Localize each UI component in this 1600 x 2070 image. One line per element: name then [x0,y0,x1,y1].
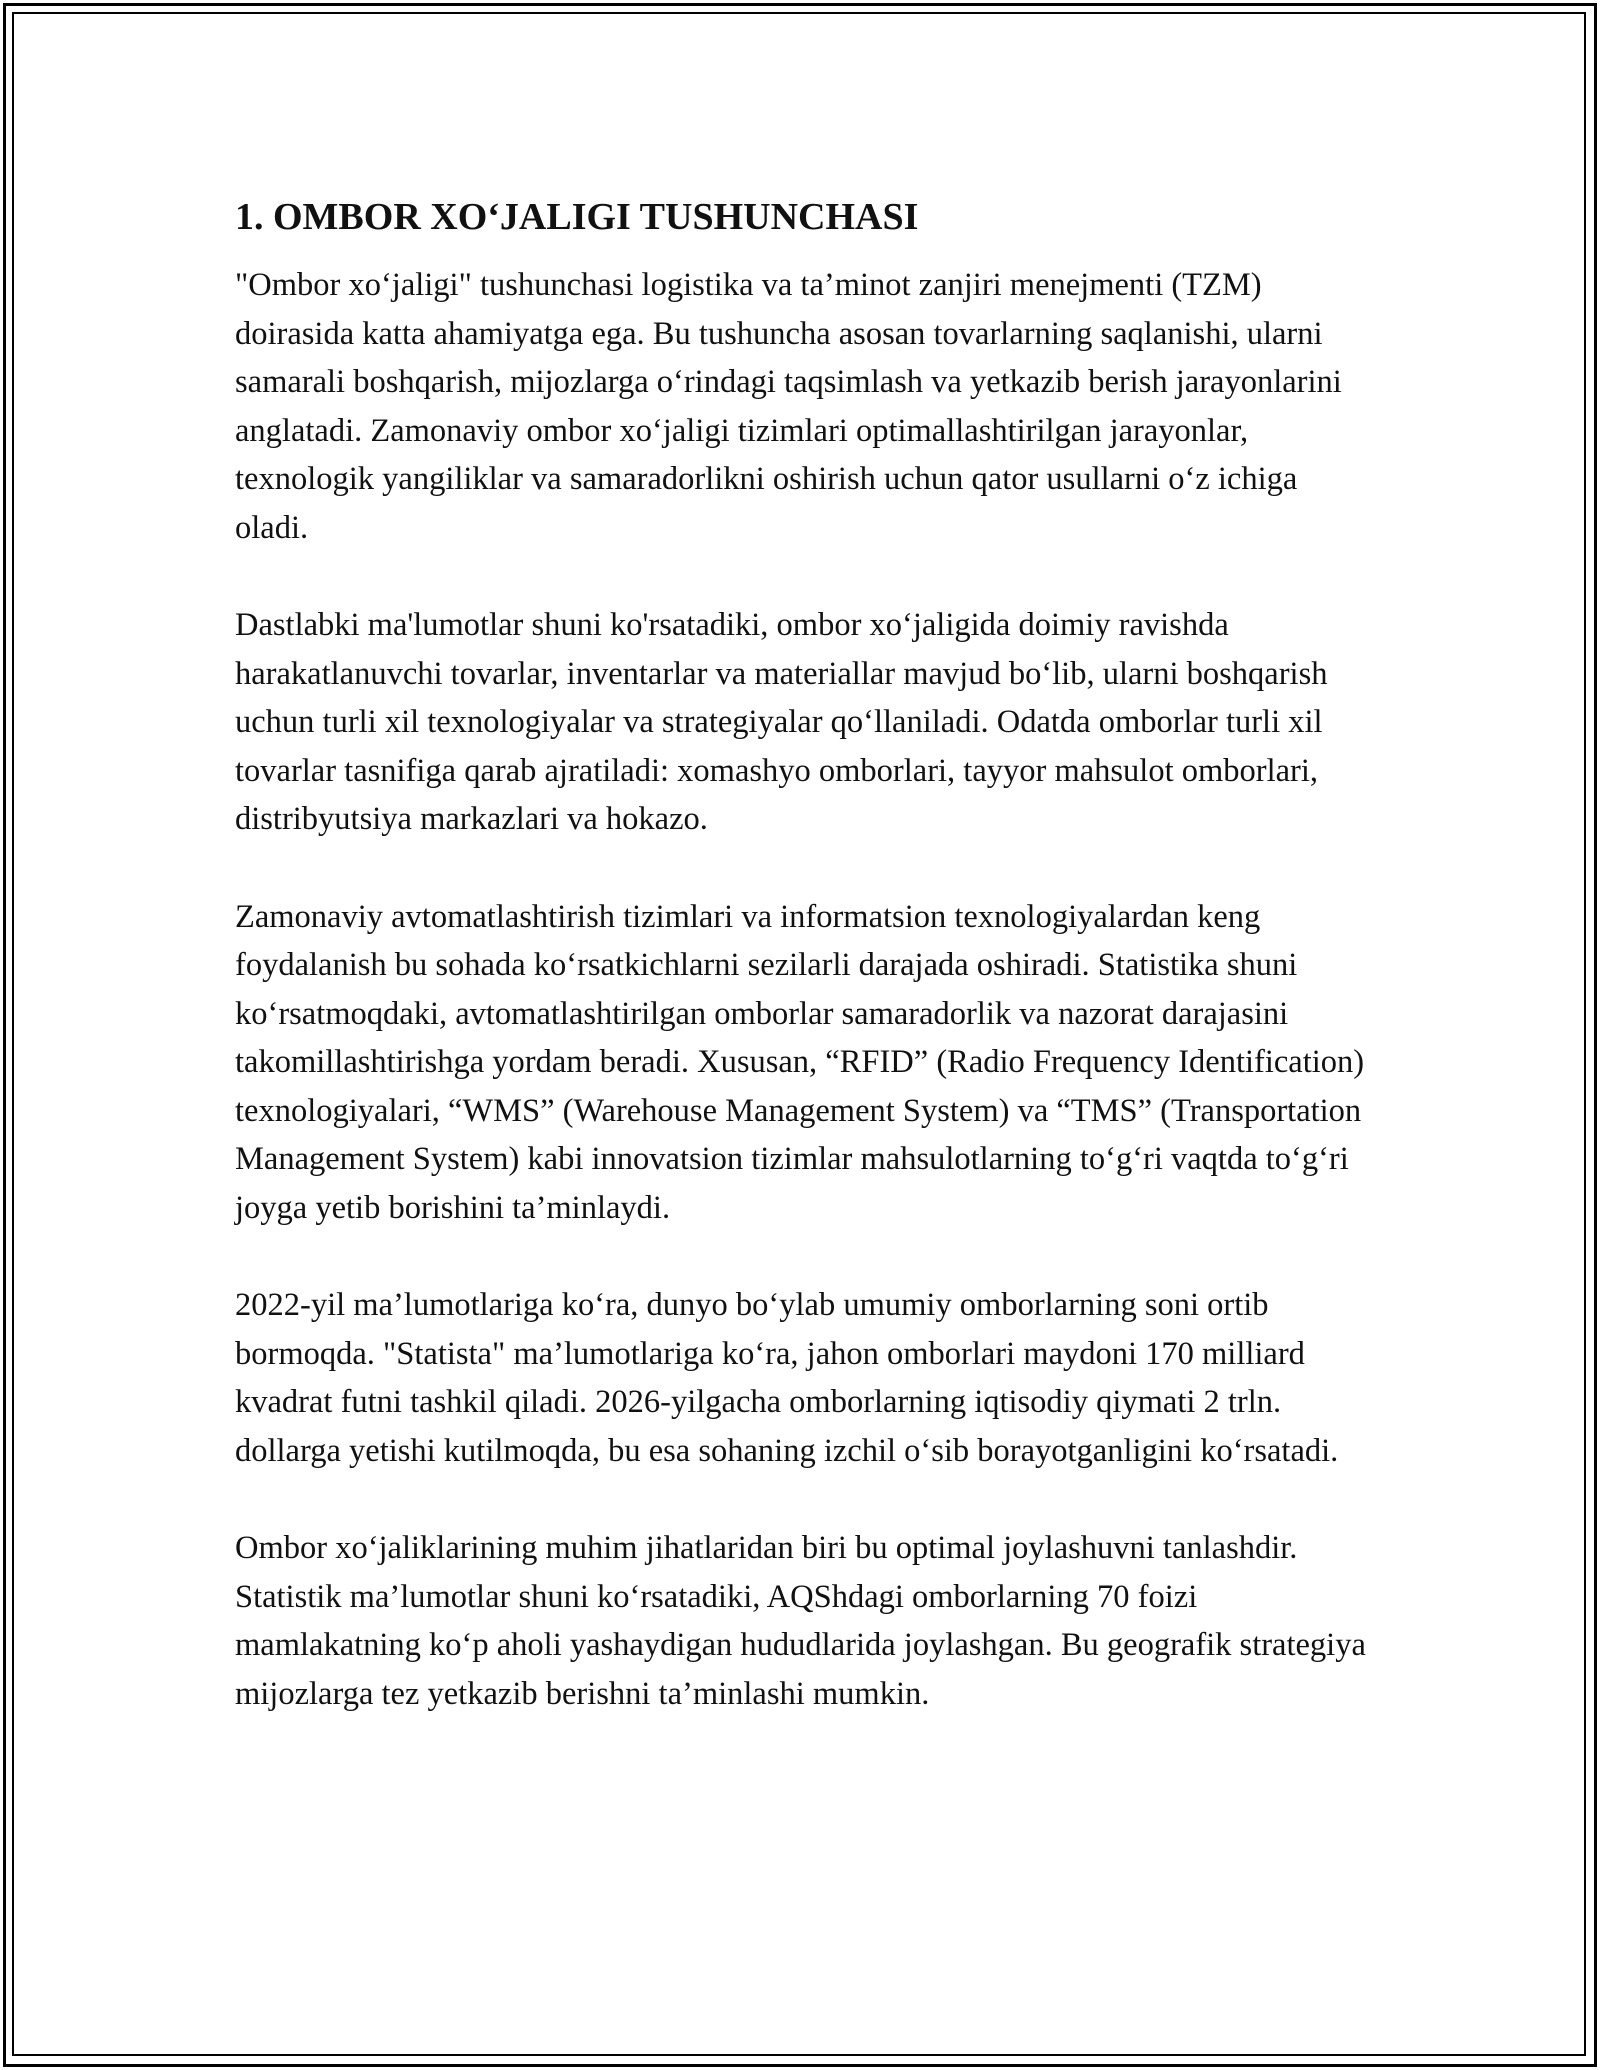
paragraph-5: Ombor xo‘jaliklarining muhim jihatlaridan biri bu optimal joylashuvni tanlashdir. Statistik ma’lumotlar shuni ko‘rsatadiki, AQShdagi omborlarning 70 foizi mamlakatning ko‘p aholi yashaydigan hududlarida joylashgan. Bu geografik strategiya mijozlarga tez yetkazib berishni ta’minlashi mumkin. [235,1530,1366,1712]
section-title: 1. OMBOR XO‘JALIGI TUSHUNCHASI [235,196,919,238]
paragraph-3: Zamonaviy avtomatlashtirish tizimlari va informatsion texnologiyalardan keng foydalanish bu sohada ko‘rsatkichlarni sezilarli darajada oshiradi. Statistika shuni ko‘rsatmoqdaki, avtomatlashtirilgan omborlar samaradorlik va nazorat darajasini takomillashtirishga yordam beradi. Xususan, “RFID” (Radio Frequency Identification) texnologiyalari, “WMS” (Warehouse Management System) va “TMS” (Transportation Management System) kabi innovatsion tizimlar mahsulotlarning to‘g‘ri vaqtda to‘g‘ri joyga yetib borishini ta’minlaydi. [235,898,1365,1226]
paragraph-2: Dastlabki ma'lumotlar shuni ko'rsatadiki, ombor xo‘jaligida doimiy ravishda harakatlanuvchi tovarlar, inventarlar va materiallar mavjud bo‘lib, ularni boshqarish uchun turli xil texnologiyalar va strategiyalar qo‘llaniladi. Odatda omborlar turli xil tovarlar tasnifiga qarab ajratiladi: xomashyo omborlari, tayyor mahsulot omborlari, distribyutsiya markazlari va hokazo. [235,607,1328,837]
paragraph-1: "Ombor xo‘jaligi" tushunchasi logistika va ta’minot zanjiri menejmenti (TZM) doirasida katta ahamiyatga ega. Bu tushuncha asosan tovarlarning saqlanishi, ularni samarali boshqarish, mijozlarga o‘rindagi taqsimlash va yetkazib berish jarayonlarini anglatadi. Zamonaviy ombor xo‘jaligi tizimlari optimallashtirilgan jarayonlar, texnologik yangiliklar va samaradorlikni oshirish uchun qator usullarni o‘z ichiga oladi. [235,267,1342,546]
document-body [235,180,1375,1718]
paragraph-4: 2022-yil ma’lumotlariga ko‘ra, dunyo bo‘ylab umumiy omborlarning soni ortib bormoqda. "Statista" ma’lumotlariga ko‘ra, jahon omborlari maydoni 170 milliard kvadrat futni tashkil qiladi. 2026-yilgacha omborlarning iqtisodiy qiymati 2 trln. dollarga yetishi kutilmoqda, bu esa sohaning izchil o‘sib borayotganligini ko‘rsatadi. [235,1287,1339,1469]
